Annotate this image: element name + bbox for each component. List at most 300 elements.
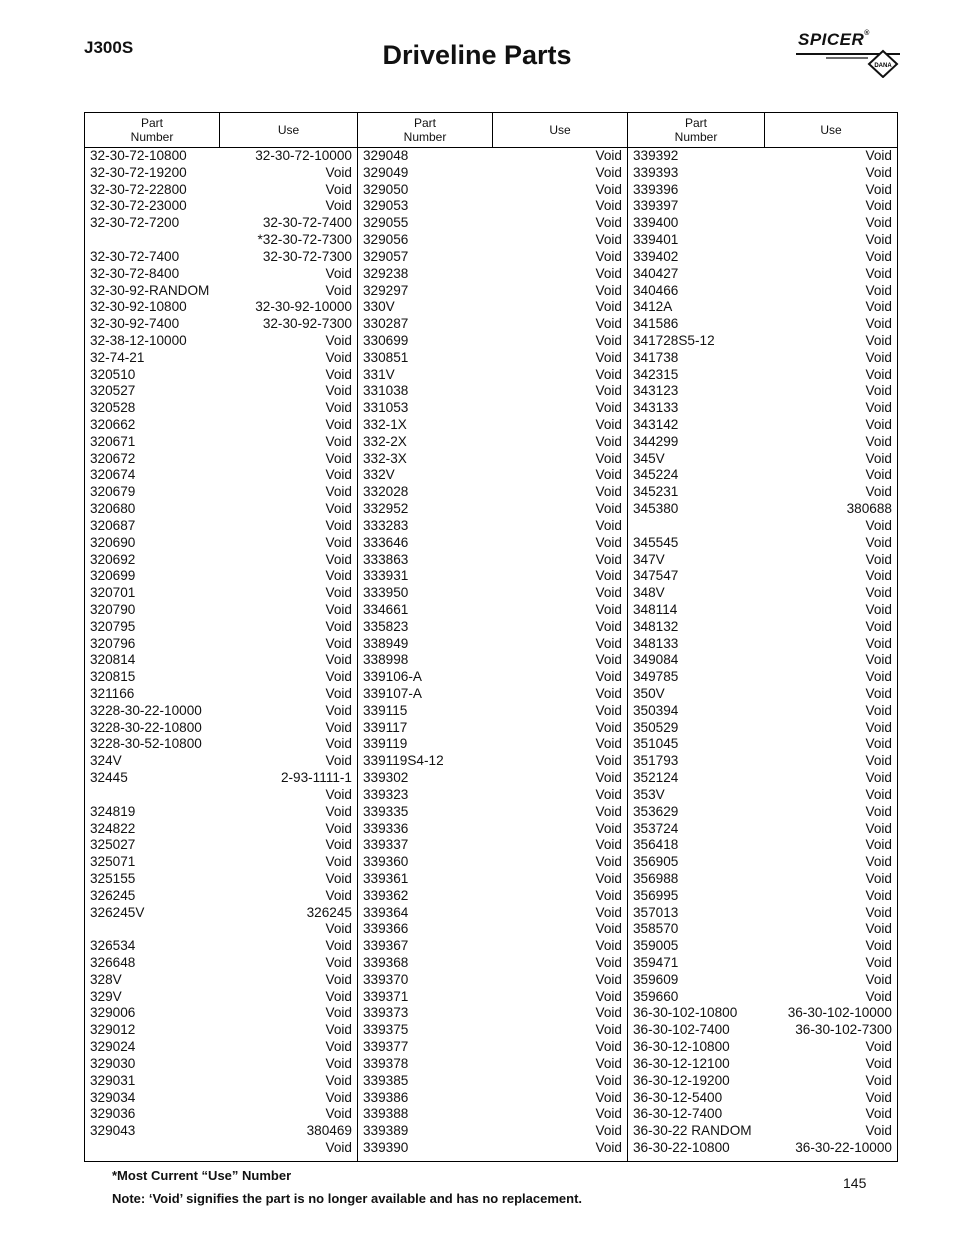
- table-row: [85, 1140, 357, 1157]
- table-row: [85, 753, 357, 770]
- table-row: [628, 972, 897, 989]
- part-number-cell: 331053: [363, 400, 409, 416]
- use-cell: Void: [595, 669, 622, 685]
- table-row: [628, 350, 897, 367]
- table-row: [358, 619, 627, 636]
- table-row: [628, 888, 897, 905]
- part-number-cell: 341738: [633, 349, 679, 365]
- table-row: [358, 669, 627, 686]
- table-row: [358, 350, 627, 367]
- part-number-cell: 339364: [363, 904, 409, 920]
- part-number-cell: 32-30-72-23000: [90, 198, 187, 214]
- table-row: [358, 451, 627, 468]
- part-number-cell: 32-30-92-7400: [90, 316, 180, 332]
- table-row: [85, 400, 357, 417]
- table-row: [358, 703, 627, 720]
- table-row: [628, 400, 897, 417]
- table-row: [85, 669, 357, 686]
- table-row: [628, 333, 897, 350]
- table-row: [85, 619, 357, 636]
- use-cell: Void: [325, 635, 352, 651]
- use-cell: Void: [865, 1039, 892, 1055]
- table-row: [358, 215, 627, 232]
- use-cell: Void: [865, 1089, 892, 1105]
- table-row: [85, 568, 357, 585]
- use-cell: Void: [595, 181, 622, 197]
- use-cell: Void: [325, 534, 352, 550]
- table-row: [85, 585, 357, 602]
- table-row: [358, 1123, 627, 1140]
- use-cell: Void: [595, 1072, 622, 1088]
- table-row: [358, 1090, 627, 1107]
- use-cell: Void: [325, 1005, 352, 1021]
- table-row: [358, 1140, 627, 1157]
- part-number-cell: 339375: [363, 1022, 409, 1038]
- part-number-cell: 339367: [363, 938, 409, 954]
- use-cell: Void: [325, 719, 352, 735]
- part-number-cell: 32-30-72-7400: [90, 248, 180, 264]
- table-row: [85, 854, 357, 871]
- table-row: [85, 1005, 357, 1022]
- use-cell: Void: [595, 887, 622, 903]
- use-cell: Void: [865, 955, 892, 970]
- part-number-cell: 339389: [363, 1123, 409, 1139]
- table-row: [628, 636, 897, 653]
- table-row: [358, 686, 627, 703]
- table-row: [628, 1056, 897, 1073]
- table-row: [628, 535, 897, 552]
- part-number-cell: 339337: [363, 837, 409, 853]
- part-number-cell: 36-30-22-10800: [633, 1139, 730, 1155]
- table-row: [85, 417, 357, 434]
- part-number-cell: 339402: [633, 248, 679, 264]
- part-number-cell: 339302: [363, 770, 409, 786]
- use-cell: Void: [595, 366, 622, 382]
- table-row: [85, 1123, 357, 1140]
- table-row: [628, 467, 897, 484]
- use-cell: Void: [865, 164, 892, 180]
- table-column-2: [357, 148, 627, 1161]
- table-row: [85, 451, 357, 468]
- part-number-cell: 326534: [90, 938, 136, 954]
- logo-small-text: DANA: [874, 63, 892, 69]
- use-cell: Void: [325, 1139, 352, 1155]
- table-row: [628, 501, 897, 518]
- use-cell: Void: [325, 1106, 352, 1122]
- table-row: [85, 804, 357, 821]
- part-number-cell: 339335: [363, 803, 409, 819]
- part-number-cell: 32-30-92-10800: [90, 299, 187, 315]
- table-row: [85, 1090, 357, 1107]
- table-row: [358, 837, 627, 854]
- table-row: [358, 636, 627, 653]
- use-cell: Void: [865, 349, 892, 365]
- part-number-cell: 339362: [363, 887, 409, 903]
- use-cell: Void: [325, 1072, 352, 1088]
- table-row: [358, 535, 627, 552]
- part-number-cell: 339392: [633, 148, 679, 163]
- part-number-cell: 329036: [90, 1106, 136, 1122]
- part-number-cell: 330699: [363, 332, 409, 348]
- table-row: [358, 232, 627, 249]
- use-cell: Void: [325, 467, 352, 483]
- table-row: [85, 955, 357, 972]
- table-row: [85, 535, 357, 552]
- use-cell: 32-30-92-10000: [255, 299, 352, 315]
- part-number-cell: 341728S5-12: [633, 332, 715, 348]
- use-cell: Void: [595, 938, 622, 954]
- part-number-cell: 339371: [363, 988, 409, 1004]
- part-number-cell: 329057: [363, 248, 409, 264]
- part-number-cell: 32-30-72-10800: [90, 148, 187, 163]
- table-row: [628, 770, 897, 787]
- part-number-cell: 351045: [633, 736, 679, 752]
- table-row: [85, 467, 357, 484]
- part-number-cell: 350V: [633, 686, 665, 701]
- table-row: [358, 434, 627, 451]
- use-cell: Void: [865, 938, 892, 954]
- part-number-cell: 339106-A: [363, 669, 422, 685]
- part-number-cell: 353V: [633, 786, 665, 802]
- table-row: [85, 165, 357, 182]
- table-row: [358, 736, 627, 753]
- table-row: [358, 383, 627, 400]
- part-number-cell: 352124: [633, 770, 679, 786]
- table-row: [85, 249, 357, 266]
- use-cell: Void: [865, 417, 892, 432]
- part-number-cell: 320679: [90, 484, 136, 500]
- use-cell: Void: [595, 736, 622, 752]
- header-use-2: Use: [492, 113, 627, 147]
- part-number-cell: 328V: [90, 971, 122, 987]
- table-row: [85, 905, 357, 922]
- part-number-cell: 324V: [90, 753, 122, 769]
- part-number-cell: 320699: [90, 568, 136, 584]
- part-number-cell: 339396: [633, 181, 679, 197]
- part-number-cell: 32-30-92-RANDOM: [90, 282, 210, 298]
- table-row: [628, 367, 897, 384]
- use-cell: Void: [595, 988, 622, 1004]
- part-number-cell: 329053: [363, 198, 409, 214]
- part-number-cell: 320528: [90, 400, 136, 416]
- part-number-cell: 36-30-22 RANDOM: [633, 1123, 752, 1139]
- part-number-cell: 32-74-21: [90, 349, 145, 365]
- table-row: [358, 283, 627, 300]
- table-row: [85, 1039, 357, 1056]
- use-cell: 32-30-92-7300: [262, 316, 352, 332]
- use-cell: Void: [865, 770, 892, 786]
- table-row: [628, 1073, 897, 1090]
- table-row: [628, 283, 897, 300]
- part-number-cell: 341586: [633, 316, 679, 332]
- table-row: [628, 585, 897, 602]
- part-number-cell: 329056: [363, 232, 409, 248]
- use-cell: Void: [865, 181, 892, 197]
- use-cell: Void: [595, 585, 622, 601]
- use-cell: Void: [595, 484, 622, 500]
- table-row: [85, 518, 357, 535]
- use-cell: Void: [595, 501, 622, 517]
- table-row: [85, 299, 357, 316]
- part-number-cell: 353724: [633, 820, 679, 836]
- part-number-cell: 334661: [363, 601, 409, 617]
- part-number-cell: 36-30-12-10800: [633, 1039, 730, 1055]
- part-number-cell: 329297: [363, 282, 409, 298]
- use-cell: Void: [595, 971, 622, 987]
- table-row: [85, 720, 357, 737]
- header-part-number-2: Part Number: [357, 113, 492, 147]
- use-cell: Void: [865, 316, 892, 332]
- use-cell: Void: [595, 1022, 622, 1038]
- part-number-cell: 333950: [363, 585, 409, 601]
- table-row: [358, 1056, 627, 1073]
- table-row: [358, 165, 627, 182]
- part-number-cell: 3228-30-22-10000: [90, 702, 202, 718]
- use-cell: Void: [325, 517, 352, 533]
- part-number-cell: 359609: [633, 971, 679, 987]
- part-number-cell: 339400: [633, 215, 679, 231]
- part-number-cell: 329048: [363, 148, 409, 163]
- use-cell: 36-30-102-10000: [787, 1005, 892, 1021]
- table-row: [358, 854, 627, 871]
- use-cell: Void: [595, 921, 622, 937]
- use-cell: Void: [865, 887, 892, 903]
- part-number-cell: 320674: [90, 467, 136, 483]
- table-row: [85, 198, 357, 215]
- part-number-cell: 348133: [633, 635, 679, 651]
- table-row: [85, 736, 357, 753]
- part-number-cell: 333283: [363, 517, 409, 533]
- table-row: [628, 232, 897, 249]
- use-cell: Void: [595, 1055, 622, 1071]
- table-row: [628, 1039, 897, 1056]
- table-row: [358, 249, 627, 266]
- part-number-cell: 320680: [90, 501, 136, 517]
- part-number-cell: 339401: [633, 232, 679, 248]
- table-row: [85, 182, 357, 199]
- table-row: [85, 770, 357, 787]
- table-row: [85, 652, 357, 669]
- use-cell: Void: [325, 164, 352, 180]
- part-number-cell: 333646: [363, 534, 409, 550]
- part-number-cell: 329V: [90, 988, 122, 1004]
- table-row: [358, 921, 627, 938]
- table-row: [85, 602, 357, 619]
- part-number-cell: 3412A: [633, 299, 673, 315]
- part-number-cell: 329034: [90, 1089, 136, 1105]
- table-row: [85, 350, 357, 367]
- part-number-cell: 320671: [90, 433, 136, 449]
- use-cell: Void: [595, 601, 622, 617]
- table-row: [628, 602, 897, 619]
- part-number-cell: 343133: [633, 400, 679, 416]
- part-number-cell: 339119: [363, 736, 408, 752]
- table-row: [358, 1005, 627, 1022]
- table-row: [628, 837, 897, 854]
- use-cell: Void: [325, 400, 352, 416]
- part-number-cell: 339388: [363, 1106, 409, 1122]
- use-cell: 326245: [306, 904, 352, 920]
- use-cell: Void: [595, 870, 622, 886]
- use-cell: Void: [595, 753, 622, 769]
- use-cell: Void: [595, 820, 622, 836]
- table-row: [358, 518, 627, 535]
- parts-table: [84, 112, 898, 1162]
- part-number-cell: 324819: [90, 803, 136, 819]
- use-cell: Void: [325, 820, 352, 836]
- part-number-cell: 3228-30-52-10800: [90, 736, 202, 752]
- use-cell: Void: [325, 366, 352, 382]
- table-row: [85, 434, 357, 451]
- header-part-number-1: Part Number: [130, 116, 174, 144]
- part-number-cell: 320701: [90, 585, 136, 601]
- part-number-cell: 332V: [363, 467, 395, 483]
- part-number-cell: 359005: [633, 938, 679, 954]
- part-number-cell: 329024: [90, 1039, 136, 1055]
- use-cell: Void: [595, 164, 622, 180]
- use-cell: Void: [865, 652, 892, 668]
- table-row: [628, 787, 897, 804]
- table-row: [358, 770, 627, 787]
- table-row: [358, 316, 627, 333]
- use-cell: Void: [865, 988, 892, 1004]
- use-cell: Void: [325, 1089, 352, 1105]
- table-row: [358, 955, 627, 972]
- use-cell: Void: [865, 601, 892, 617]
- use-cell: Void: [325, 955, 352, 970]
- part-number-cell: 339385: [363, 1072, 409, 1088]
- use-cell: Void: [595, 854, 622, 870]
- use-cell: Void: [865, 803, 892, 819]
- use-cell: Void: [595, 232, 622, 248]
- use-cell: Void: [865, 265, 892, 281]
- table-row: [358, 367, 627, 384]
- part-number-cell: 36-30-12-12100: [633, 1055, 730, 1071]
- table-row: [628, 1106, 897, 1123]
- part-number-cell: 324822: [90, 820, 136, 836]
- table-row: [628, 989, 897, 1006]
- table-row: [628, 753, 897, 770]
- part-number-cell: 332952: [363, 501, 409, 517]
- table-row: [358, 1039, 627, 1056]
- use-cell: Void: [595, 1106, 622, 1122]
- part-number-cell: 320662: [90, 417, 136, 432]
- table-row: [628, 552, 897, 569]
- table-row: [85, 1073, 357, 1090]
- use-cell: Void: [595, 652, 622, 668]
- use-cell: Void: [865, 669, 892, 685]
- use-cell: Void: [325, 282, 352, 298]
- use-cell: Void: [865, 450, 892, 466]
- use-cell: Void: [595, 467, 622, 483]
- use-cell: Void: [595, 198, 622, 214]
- table-row: [85, 215, 357, 232]
- use-cell: 32-30-72-7300: [262, 248, 352, 264]
- table-row: [628, 417, 897, 434]
- use-cell: 36-30-22-10000: [795, 1139, 892, 1155]
- table-row: [628, 1005, 897, 1022]
- table-column-3: [627, 148, 897, 1161]
- table-row: [358, 299, 627, 316]
- table-row: [358, 753, 627, 770]
- part-number-cell: 339397: [633, 198, 679, 214]
- use-cell: Void: [595, 719, 622, 735]
- table-row: [85, 837, 357, 854]
- part-number-cell: 338998: [363, 652, 409, 668]
- table-row: [358, 417, 627, 434]
- table-row: [628, 821, 897, 838]
- part-number-cell: 3228-30-22-10800: [90, 719, 202, 735]
- use-cell: Void: [595, 1123, 622, 1139]
- table-row: [358, 182, 627, 199]
- part-number-cell: 333931: [363, 568, 409, 584]
- use-cell: Void: [325, 383, 352, 399]
- use-cell: Void: [325, 1022, 352, 1038]
- part-number-cell: 339377: [363, 1039, 409, 1055]
- part-number-cell: 350394: [633, 702, 679, 718]
- part-number-cell: 339117: [363, 719, 408, 735]
- use-cell: Void: [595, 702, 622, 718]
- use-cell: Void: [865, 467, 892, 483]
- use-cell: Void: [595, 786, 622, 802]
- table-row: [85, 148, 357, 165]
- use-cell: Void: [865, 1106, 892, 1122]
- table-row: [85, 989, 357, 1006]
- table-column-1: [85, 148, 357, 1161]
- table-row: [628, 383, 897, 400]
- table-row: [85, 636, 357, 653]
- use-cell: Void: [595, 265, 622, 281]
- table-row: [628, 871, 897, 888]
- footnote-void-definition: Note: ‘Void’ signifies the part is no longer available and has no replacement.: [112, 1191, 583, 1206]
- table-row: [85, 232, 357, 249]
- use-cell: Void: [595, 417, 622, 432]
- use-cell: Void: [865, 854, 892, 870]
- part-number-cell: 320527: [90, 383, 136, 399]
- part-number-cell: 344299: [633, 433, 679, 449]
- table-row: [628, 1123, 897, 1140]
- part-number-cell: 332-1X: [363, 417, 407, 432]
- part-number-cell: 345380: [633, 501, 679, 517]
- part-number-cell: 339370: [363, 971, 409, 987]
- use-cell: Void: [325, 686, 352, 701]
- use-cell: Void: [595, 248, 622, 264]
- part-number-cell: 332028: [363, 484, 409, 500]
- part-number-cell: 32-38-12-10000: [90, 332, 187, 348]
- use-cell: *32-30-72-7300: [257, 232, 352, 248]
- use-cell: Void: [325, 501, 352, 517]
- table-row: [85, 821, 357, 838]
- part-number-cell: 342315: [633, 366, 679, 382]
- part-number-cell: 329055: [363, 215, 409, 231]
- table-row: [85, 938, 357, 955]
- part-number-cell: 339378: [363, 1055, 409, 1071]
- part-number-cell: 339390: [363, 1139, 409, 1155]
- use-cell: 32-30-72-10000: [255, 148, 352, 163]
- use-cell: Void: [865, 248, 892, 264]
- table-row: [358, 400, 627, 417]
- use-cell: Void: [595, 1139, 622, 1155]
- part-number-cell: 320510: [90, 366, 136, 382]
- part-number-cell: 348132: [633, 618, 679, 634]
- use-cell: Void: [325, 652, 352, 668]
- use-cell: Void: [325, 198, 352, 214]
- table-row: [628, 720, 897, 737]
- table-row: [358, 888, 627, 905]
- table-row: [628, 854, 897, 871]
- use-cell: Void: [325, 450, 352, 466]
- use-cell: Void: [325, 988, 352, 1004]
